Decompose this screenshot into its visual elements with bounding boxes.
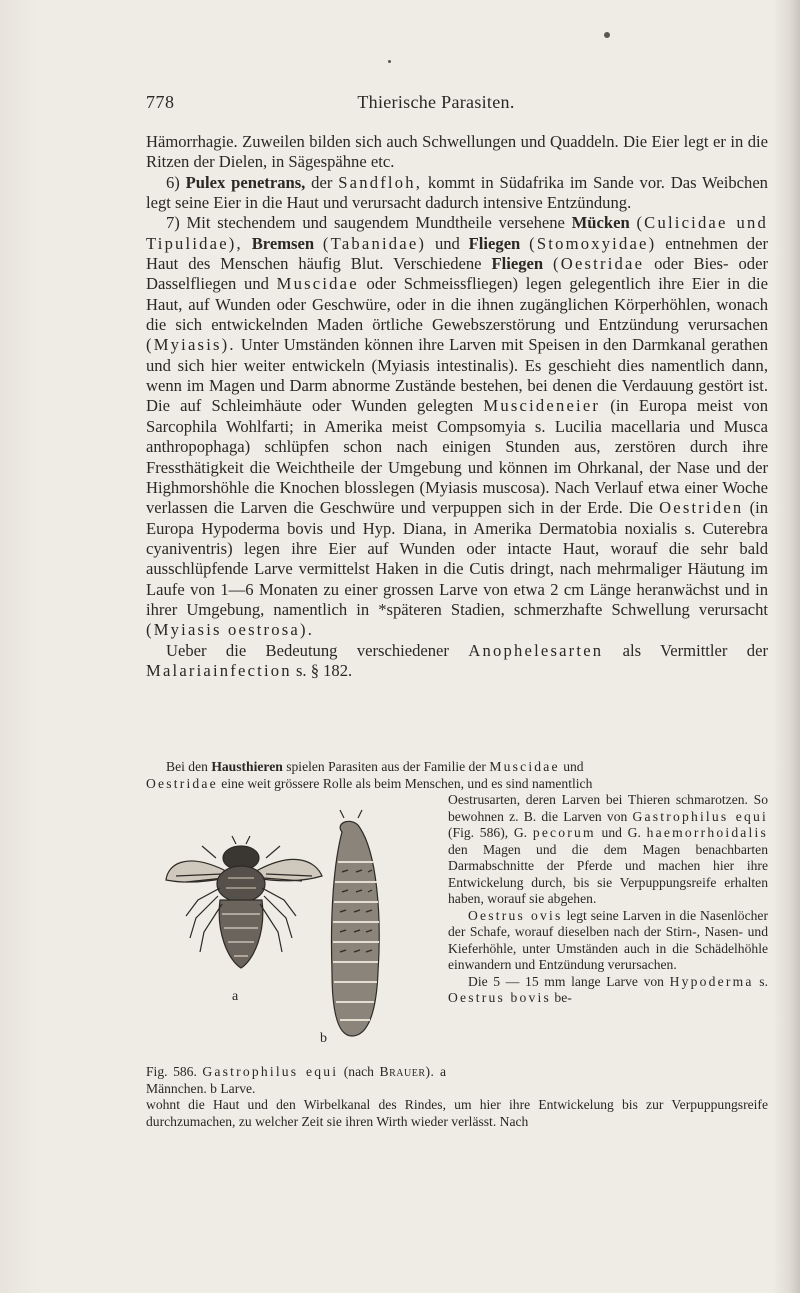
page-edge-shade: [772, 0, 800, 1293]
species-name: Pulex penetrans,: [185, 172, 306, 192]
small-paragraph: Bei den Hausthieren spielen Parasiten aus der Familie der Muscidae und Oestridae eine weit grössere Rolle als beim Menschen, und es sind namentlich: [146, 759, 593, 791]
page-number: 778: [146, 92, 175, 112]
paragraph: Hämorrhagie. Zuweilen bilden sich auch Schwellungen und Quaddeln. Die Eier legt er in die Ritzen der Dielen, in Sägespähne etc.: [146, 132, 768, 172]
figure-label-b: b: [320, 1031, 327, 1046]
paragraph: 7) Mit stechendem und saugendem Mundtheile versehene Mücken (Culicidae und Tipulidae), Bremsen (Tabanidae) und Fliegen (Stomoxyidae) entnehmen der Haut des Menschen häufig Blut. Verschiedene Fliegen (Oestridae oder Bies- oder Dasselfliegen und Muscidae oder Schmeissfliegen) legen gelegentlich ihre Eier in die Haut, auf Wunden oder Geschwüre, oder in die ihnen zugänglichen Körperhöhlen, wonach die sich entwickelnden Maden örtliche Gewebszerstörung und Entzündung verursachen (Myiasis). Unter Umständen können ihre Larven mit Speisen in den Darmkanal gerathen und sich hier weiter entwickeln (Myiasis intestinalis). Es geschieht dies namentlich dann, wenn im Magen und Darm abnorme Zustände bestehen, bei denen die Verdauung gestört ist. Die auf Schleimhäute oder Wunden gelegten Muscideneier (in Europa meist von Sarcophila Wohlfarti; in Amerika meist Compsomyia s. Lucilia macellaria und Musca anthropophaga) schlüpfen schon nach einigen Stunden aus, zerstören durch ihre Fressthätigkeit die Weichtheile der Umgebung und können im Ohrkanal, der Nase und der Highmorshöhle die Knochen blosslegen (Myiasis muscosa). Nach Verlauf etwa einer Woche verlassen die Larven die Geschwüre und verpuppen sich in der Erde. Die Oestriden (in Europa Hypoderma bovis und Hyp. Diana, in Amerika Dermatobia noxialis s. Cuterebra cyaniventris) legen ihre Eier auf Wunden oder intacte Haut, worauf die sehr bald ausschlüpfende Larve vermittelst Haken in die Cutis dringt, nach mehrmaliger Häutung im Laufe von 1—6 Monaten zu einer grossen Larve von etwa 2 cm Länge heranwächst und in ihrer Umgebung, namentlich in *späteren Stadien, schmerzhafte Schwellung verursacht (Myiasis oestrosa).: [146, 213, 769, 640]
ink-speck: [604, 32, 610, 38]
figure-caption: Fig. 586. Gastrophilus equi (nach Brauer). a Männchen. b Larve.: [146, 1064, 447, 1096]
figure-label-a: a: [232, 989, 239, 1004]
main-text: [146, 132, 768, 681]
small-print-section: [146, 759, 769, 1129]
ink-speck: [388, 60, 391, 63]
botfly-illustration: [146, 792, 446, 1062]
page-gutter-shade: [0, 0, 40, 1293]
running-header: [146, 92, 766, 116]
paragraph: Ueber die Bedeutung verschiedener Anophelesarten als Vermittler der Malariainfection s. § 182.: [146, 640, 768, 680]
male-fly-drawing: [166, 836, 322, 968]
small-right-column: Oestrusarten, deren Larven bei Thieren schmarotzen. So bewohnen z. B. die Larven von Gastrophilus equi (Fig. 586), G. pecorum und G. haemorrhoidalis den Magen und die dem Magen benachbarten Darmabschnitte der Pferde und machen hier ihre Entwickelung durch, bis sie Verpuppungsreife erhalten haben, worauf sie abgehen. Oestrus ovis legt seine Larven in die Nasenlöcher der Schafe, worauf dieselben nach der Stirn-, Nasen- und Kieferhöhle, unter Umständen auch in die Schädelhöhle einwandern und Entzündung verursachen. Die 5 — 15 mm lange Larve von Hypoderma s. Oestrus bovis be-: [448, 792, 769, 1005]
running-title: Thierische Parasiten.: [357, 92, 515, 112]
paragraph: 6) Pulex penetrans, der Sandfloh, kommt in Südafrika im Sande vor. Das Weibchen legt seine Eier in die Haut und verursacht dadurch intensive Entzündung.: [146, 172, 768, 213]
figure-586: [146, 792, 446, 1062]
larva-drawing: [331, 810, 379, 1036]
small-paragraph-continuation: wohnt die Haut und den Wirbelkanal des Rindes, um hier ihre Entwickelung bis zur Verpuppungsreife durchzumachen, zu welcher Zeit sie ihren Wirth wieder verlässt. Nach: [146, 1097, 768, 1129]
